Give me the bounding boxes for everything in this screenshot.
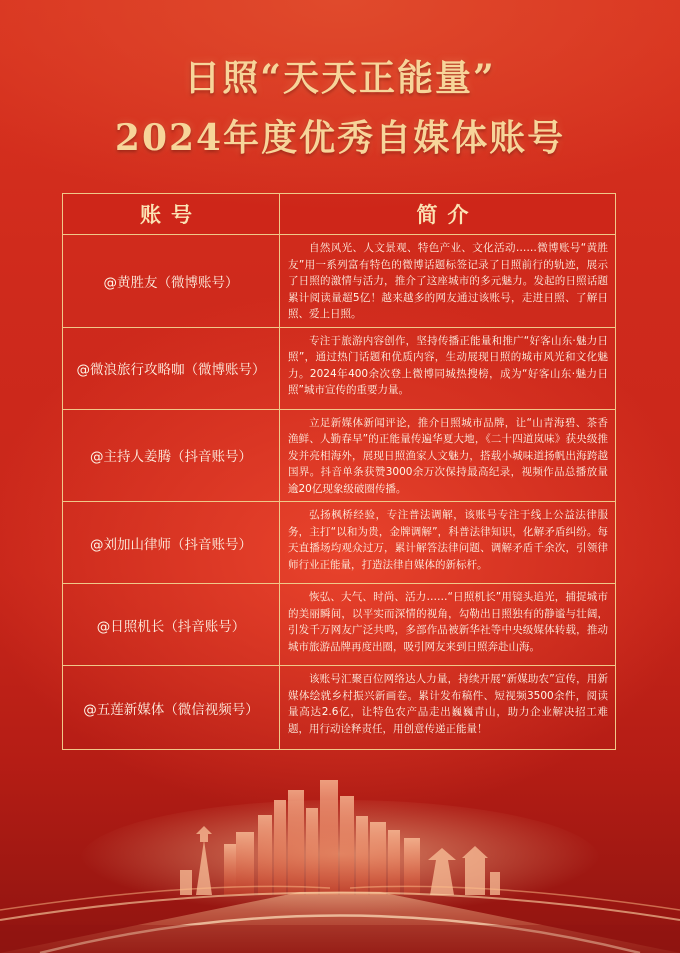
- header-intro: 简介: [280, 194, 616, 235]
- account-name: @五莲新媒体（微信视频号）: [63, 666, 280, 750]
- page-subtitle: 2024年度优秀自媒体账号: [114, 117, 566, 159]
- account-intro: 弘扬枫桥经验，专注普法调解，该账号专注于线上公益法律服务，主打“以和为贵，金牌调解”，科普法律知识，化解矛盾纠纷。每天直播场均观众过万，累计解答法律问题、调解矛盾千余次，引领律师行业正能量，打造法律自媒体的新标杆。: [280, 502, 616, 584]
- table-row: [63, 327, 616, 409]
- table-row: [63, 666, 616, 750]
- account-intro: 自然风光、人文景观、特色产业、文化活动……微博账号“黄胜友”用一系列富有特色的微博话题标签记录了日照前行的轨迹，展示了日照的激情与活力，推介了这座城市的多元魅力。发起的日照话题累计阅读量超5亿！越来越多的网友通过该账号，走进日照、了解日照、爱上日照。: [280, 235, 616, 328]
- account-name: @刘加山律师（抖音账号）: [63, 502, 280, 584]
- account-intro: 专注于旅游内容创作，坚持传播正能量和推广“好客山东·魅力日照”，通过热门话题和优质内容，生动展现日照的城市风光和文化魅力。2024年400余次登上微博同城热搜榜，成为“好客山东·魅力日照”城市宣传的重要力量。: [280, 327, 616, 409]
- account-name: @黄胜友（微博账号）: [63, 235, 280, 328]
- table-row: [63, 584, 616, 666]
- header-account: 账号: [63, 194, 280, 235]
- table-row: [63, 235, 616, 328]
- table-header-row: [63, 194, 616, 235]
- account-intro: 立足新媒体新闻评论，推介日照城市品牌，让“山青海碧、茶香渔鲜、人勤春早”的正能量传遍华夏大地，《二十四道岚味》获央级推发并亮相海外，展现日照渔家人文魅力，搭载小城味道扬帆出海跨越国界。抖音单条获赞3000余万次保持最高纪录，视频作品总播放量逾20亿现象级破圈传播。: [280, 409, 616, 502]
- table-row: [63, 409, 616, 502]
- account-name: @微浪旅行攻略咖（微博账号）: [63, 327, 280, 409]
- account-intro: 该账号汇聚百位网络达人力量，持续开展“新媒助农”宣传，用新媒体绘就乡村振兴新画卷。累计发布稿件、短视频3500余件，阅读量高达2.6亿，让特色农产品走出巍巍青山，助力企业解决招工难题，用行动诠释责任，用创意传递正能量！: [280, 666, 616, 750]
- table-row: [63, 502, 616, 584]
- accounts-table: [62, 193, 616, 750]
- city-skyline-illustration: [0, 760, 680, 953]
- account-name: @主持人姜腾（抖音账号）: [63, 409, 280, 502]
- page-title: 日照“天天正能量”: [184, 57, 496, 99]
- account-intro: 恢弘、大气、时尚、活力……“日照机长”用镜头追光，捕捉城市的美丽瞬间，以平实而深情的视角，勾勒出日照独有的静谧与壮阔，引发千万网友广泛共鸣，多部作品被新华社等中央级媒体转载，推动城市旅游品牌再度出圈，吸引网友来到日照奔赴山海。: [280, 584, 616, 666]
- account-name: @日照机长（抖音账号）: [63, 584, 280, 666]
